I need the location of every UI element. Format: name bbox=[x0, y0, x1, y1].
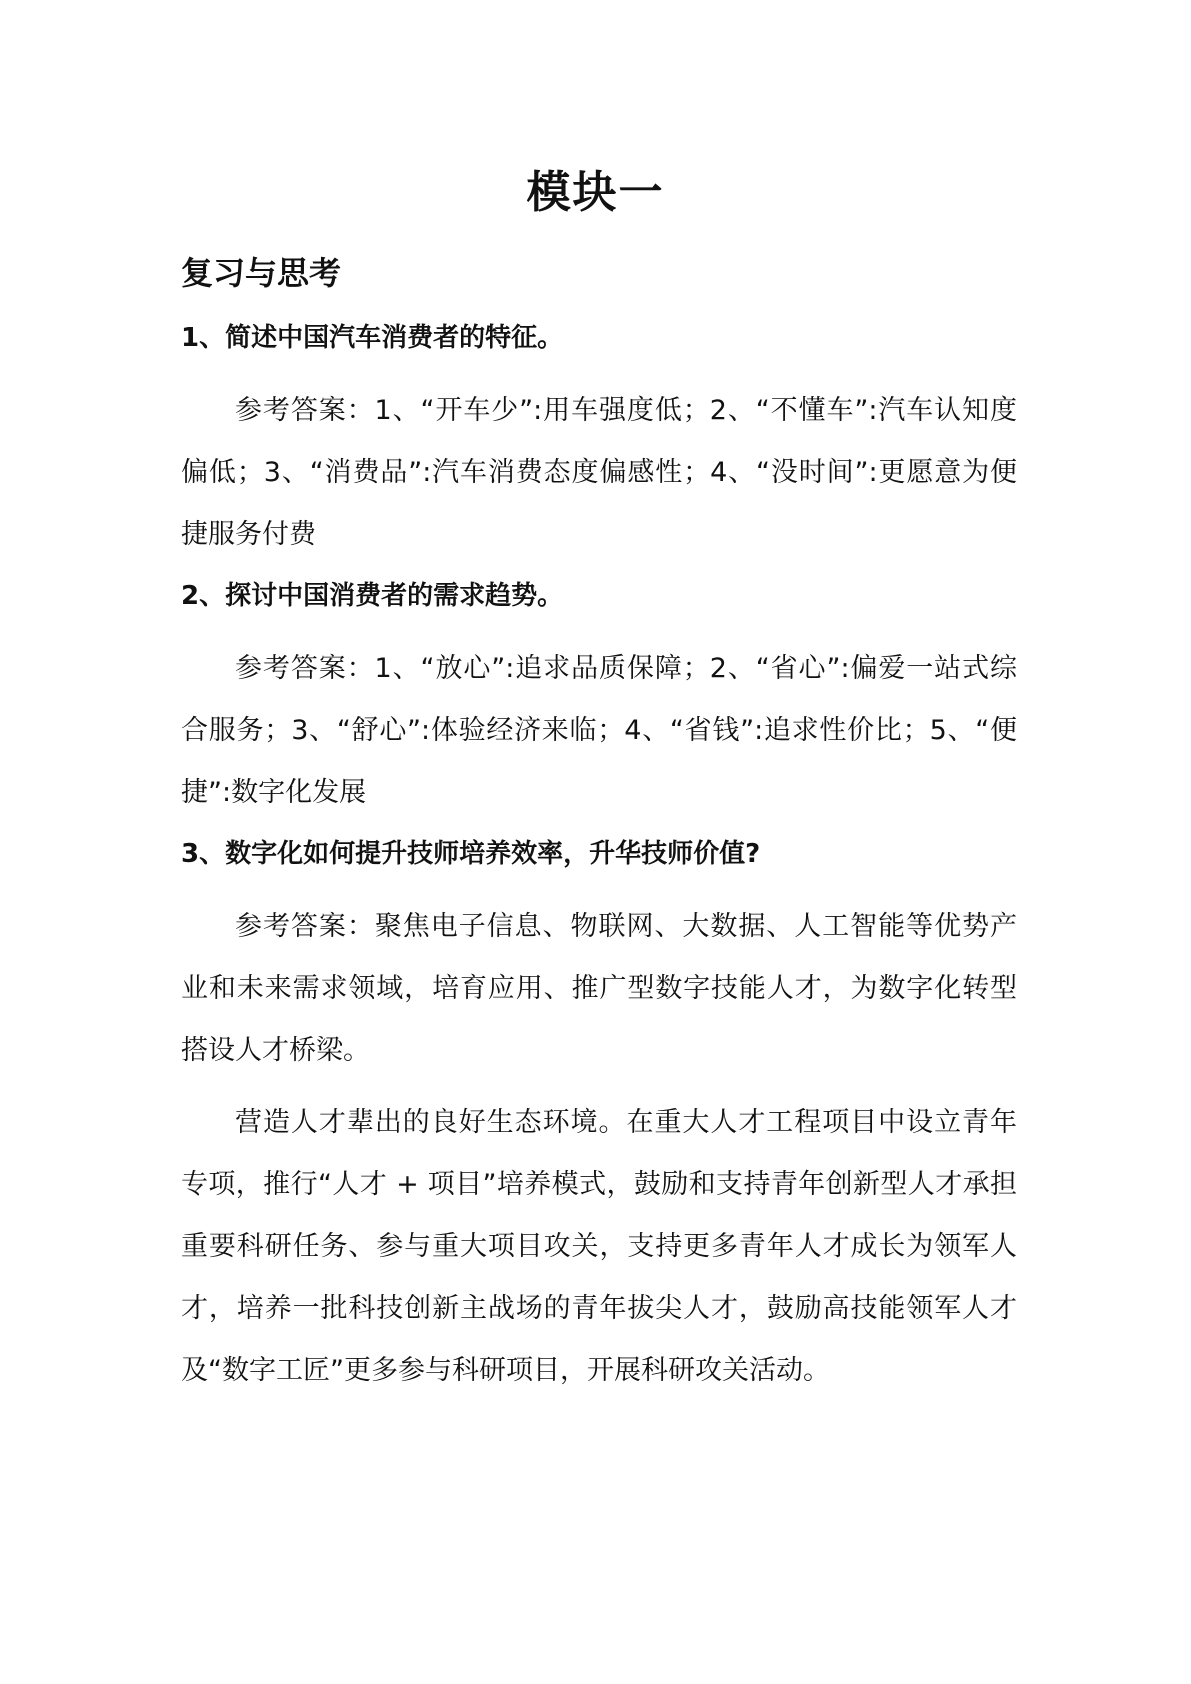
page-title: 模块一 bbox=[526, 167, 665, 218]
question-2: 2、探讨中国消费者的需求趋势。 bbox=[181, 581, 564, 611]
answer-3-continued: 营造人才辈出的良好生态环境。在重大人才工程项目中设立青年专项，推行“人才 + 项目”培养模式，鼓励和支持青年创新型人才承担重要科研任务、参与重大项目攻关，支持更多青年人才成长为领军人才，培养一批科技创新主战场的青年拔尖人才，鼓励高技能领军人才及“数字工匠”更多参与科研项目，开展科研攻关活动。 bbox=[181, 1107, 1017, 1386]
section-heading: 复习与思考 bbox=[181, 254, 342, 292]
document-body bbox=[181, 248, 1017, 1412]
answer-3: 参考答案：聚焦电子信息、物联网、大数据、人工智能等优势产业和未来需求领域，培育应用、推广型数字技能人才，为数字化转型搭设人才桥梁。 bbox=[181, 911, 1017, 1066]
question-3: 3、数字化如何提升技师培养效率，升华技师价值? bbox=[181, 839, 761, 869]
answer-1: 参考答案：1、“开车少”:用车强度低；2、“不懂车”:汽车认知度偏低；3、“消费品”:汽车消费态度偏感性；4、“没时间”:更愿意为便捷服务付费 bbox=[181, 395, 1017, 550]
question-1: 1、简述中国汽车消费者的特征。 bbox=[181, 323, 564, 353]
answer-2: 参考答案：1、“放心”:追求品质保障；2、“省心”:偏爱一站式综合服务；3、“舒心”:体验经济来临；4、“省钱”:追求性价比；5、“便捷”:数字化发展 bbox=[181, 653, 1017, 808]
